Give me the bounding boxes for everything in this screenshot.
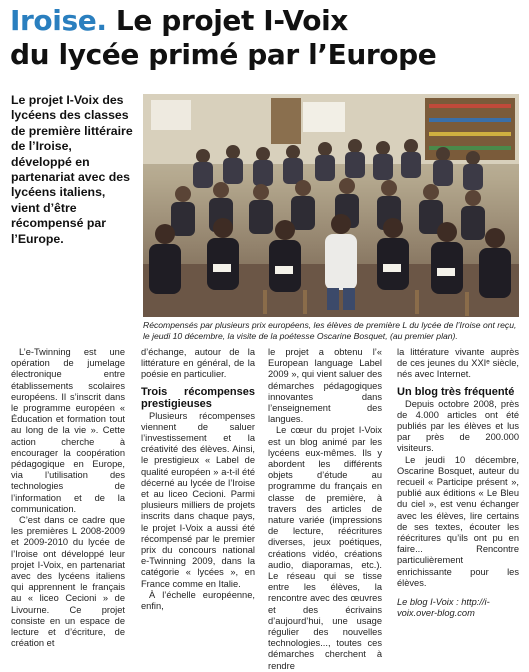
lead-paragraph: Le projet I-Voix des lycéens des classes de première littéraire de l’Iroise, développé en partenariat avec des lycéens italiens, vient d’être récompensé par l’Europe. [11, 93, 133, 246]
col2-paragraph-1: d’échange, autour de la littérature en général, de la poésie en particulier. [141, 347, 255, 380]
body-column-4 [397, 347, 519, 619]
col3-paragraph-1: le projet a obtenu l’« European language Label 2009 », qui vient saluer des démarches pédagogiques innovantes dans l’enseignement des langues. [268, 347, 382, 425]
body-column-3 [268, 347, 382, 672]
headline-line-1 [10, 4, 522, 38]
col2-paragraph-3: À l’échelle européenne, enfin, [141, 589, 255, 612]
article-photo-illustration [143, 94, 519, 317]
col4-paragraph-1: la littérature vivante auprès de ces jeunes du XXIᵉ siècle, nés avec Internet. [397, 347, 519, 380]
article-photo [143, 94, 519, 317]
headline-line-2: du lycée primé par l’Europe [10, 38, 437, 71]
body-column-2 [141, 347, 255, 612]
body-column-1 [11, 347, 125, 649]
col4-paragraph-3: Le jeudi 10 décembre, Oscarine Bosquet, auteur du recueil « Participe présent », publié aux éditions « Le Bleu du ciel », est venu échanger avec les élèves, lire certains de ses textes, écouter les réécritures qu’ils ont pu en faire... Rencontre particulièrement enrichissante pour les élèves. [397, 454, 519, 588]
photo-caption: Récompensés par plusieurs prix européens, les élèves de première L du lycée de l’Iroise ont reçu, le jeudi 10 décembre, la visite de la poétesse Oscarine Bosquet, (au premier plan). [143, 320, 517, 341]
col1-paragraph-2: C’est dans ce cadre que les premières L 2008-2009 et 2009-2010 du lycée de l’Iroise ont développé leur projet I-Voix, en partenariat avec des lycéens italiens qui apprennent le français au « liceo Cecioni » de Livourne. Ce projet consiste en un espace de lecture et d’écriture, de création et [11, 515, 125, 649]
col1-paragraph-1: L’e-Twinning est une opération de jumelage électronique entre établissements scolaires européens. Il s’inscrit dans le programme européen « Éducation et formation tout au long de la vie ». Cette action cherche à encourager la coopération pédagogique en Europe, via l’utilisation des technologies de l’information et de la communication. [11, 347, 125, 514]
blog-credit: Le blog I-Voix : http://i-voix.over-blog.com [397, 597, 490, 619]
col2-paragraph-2: Plusieurs récompenses viennent de saluer l’investissement et la créativité des élèves. Ainsi, le prestigieux « Label de qualité européen » a-t-il été décerné au lycée de l’Iroise et au liceo Cecioni. Parmi plusieurs milliers de projets inscrits dans chaque pays, le projet I-Voix a aussi été récompensé par le premier prix du concours national e-Twinning 2009, dans la catégorie « lycées », en France comme en Italie. [141, 410, 255, 589]
col3-paragraph-2: Le cœur du projet I-Voix est un blog animé par les lycéens eux-mêmes. Ils y abordent les différents objets d’étude au programme du français en classe de première, à travers des articles de nature variée (impressions de lecture, réécritures diverses, jeux poétiques, créations vidéo, créations audio, diaporamas, etc.). Le réseau qui se tisse entre les élèves, la rencontre avec des œuvres et des écrivains d’aujourd’hui, une usage régulier des nouvelles technologies..., toutes ces démarches cherchent à rendre [268, 425, 382, 671]
subheading-blog: Un blog très fréquenté [397, 385, 515, 398]
headline [10, 4, 522, 72]
headline-line-1-text: Le projet I-Voix [115, 4, 348, 37]
col4-paragraph-2: Depuis octobre 2008, près de 4.000 articles ont été publiés par les élèves et lus par près de 200.000 visiteurs. [397, 398, 519, 454]
headline-kicker: Iroise. [10, 4, 107, 37]
subheading-recompenses: Trois récompenses prestigieuses [141, 385, 255, 410]
